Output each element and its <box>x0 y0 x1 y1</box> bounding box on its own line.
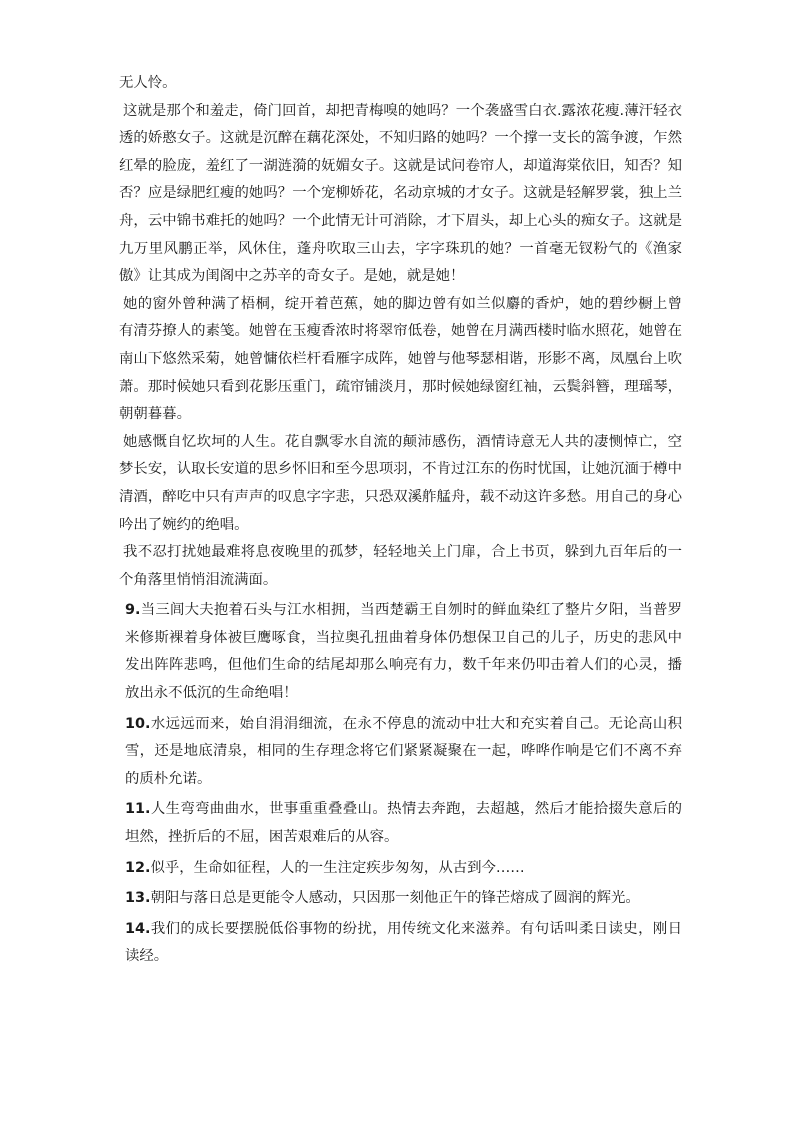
paragraph <box>119 539 682 594</box>
paragraph-text: 我们的成长要摆脱低俗事物的纷扰，用传统文化来滋养。有句话叫柔日读史，刚日读经。 <box>125 920 682 965</box>
paragraph <box>119 429 682 539</box>
numbered-paragraph <box>119 711 682 794</box>
paragraph-number: 11. <box>125 801 151 818</box>
document-body <box>119 70 682 971</box>
paragraph-text: 当三闾大夫抱着石头与江水相拥，当西楚霸王自刎时的鲜血染红了整片夕阳，当普罗米修斯裸着身体被巨鹰啄食，当拉奥孔扭曲着身体仍想保卫自己的儿子，历史的悲风中发出阵阵悲鸣，但他们生命的结尾却那么响亮有力，数千年来仍叩击着人们的心灵，播放出永不低沉的生命绝唱！ <box>125 602 682 702</box>
paragraph-text: 她的窗外曾种满了梧桐，绽开着芭蕉，她的脚边曾有如兰似麝的香炉，她的碧纱橱上曾有清芬撩人的素笺。她曾在玉瘦香浓时将翠帘低卷，她曾在月满西楼时临水照花，她曾在南山下悠然采菊，她曾慵依栏杆看雁字成阵，她曾与他琴瑟相谐，形影不离，凤凰台上吹萧。那时候她只看到花影压重门，疏帘铺淡月，那时候她绿窗红袖，云鬓斜簪，理瑶琴，朝朝暮暮。 <box>119 295 682 423</box>
paragraph-number: 9. <box>125 602 141 619</box>
numbered-paragraph <box>119 855 682 883</box>
paragraph-number: 14. <box>125 920 151 937</box>
paragraph-number: 12. <box>125 859 151 876</box>
paragraph-number: 13. <box>125 890 151 907</box>
paragraph <box>119 70 682 98</box>
paragraph-text: 水远远而来，始自涓涓细流，在永不停息的流动中壮大和充实着自己。无论高山积雪，还是地底清泉，相同的生存理念将它们紧紧凝聚在一起，哗哗作响是它们不离不弃的质朴允诺。 <box>125 715 682 787</box>
numbered-paragraph <box>119 597 682 707</box>
paragraph-text: 无人怜。 <box>119 75 177 91</box>
numbered-paragraph <box>119 885 682 913</box>
numbered-paragraph <box>119 916 682 971</box>
paragraph <box>119 98 682 291</box>
paragraph-text: 这就是那个和羞走，倚门回首，却把青梅嗅的她吗？一个袭盛雪白衣.露浓花瘦.薄汗轻衣透的娇憨女子。这就是沉醉在藕花深处，不知归路的她吗？一个撑一支长的篙争渡，乍然红晕的脸庞，羞红了一湖涟漪的妩媚女子。这就是试问卷帘人，却道海棠依旧，知否？知否？应是绿肥红瘦的她吗？一个宠柳娇花，名动京城的才女子。这就是轻解罗裳，独上兰舟，云中锦书难托的她吗？一个此情无计可消除，才下眉头，却上心头的痴女子。这就是九万里风鹏正举，风休住，蓬舟吹取三山去，字字珠玑的她？一首毫无钗粉气的《渔家傲》让其成为闺阁中之苏辛的奇女子。是她，就是她！ <box>119 102 682 285</box>
numbered-paragraph <box>119 796 682 851</box>
paragraph-text: 似乎，生命如征程，人的一生注定疾步匆匆，从古到今…… <box>150 859 525 876</box>
paragraph-text: 我不忍打扰她最难将息夜晚里的孤梦，轻轻地关上门扉，合上书页，躲到九百年后的一个角落里悄悄泪流满面。 <box>119 544 682 588</box>
paragraph-number: 10. <box>125 715 151 732</box>
paragraph <box>119 291 682 429</box>
paragraph-text: 她感慨自忆坎坷的人生。花自飘零水自流的颠沛感伤，酒情诗意无人共的凄恻悼亡，空梦长安，认取长安道的思乡怀旧和至今思项羽，不肯过江东的伤时忧国，让她沉湎于樽中清酒，醉吃中只有声声的叹息字字悲，只恐双溪舴艋舟，载不动这许多愁。用自己的身心吟出了婉约的绝唱。 <box>119 433 682 533</box>
paragraph-text: 朝阳与落日总是更能令人感动，只因那一刻他正午的锋芒熔成了圆润的辉光。 <box>150 890 640 907</box>
paragraph-text: 人生弯弯曲曲水，世事重重叠叠山。热情去奔跑，去超越，然后才能拾掇失意后的坦然，挫折后的不屈，困苦艰难后的从容。 <box>125 801 682 846</box>
